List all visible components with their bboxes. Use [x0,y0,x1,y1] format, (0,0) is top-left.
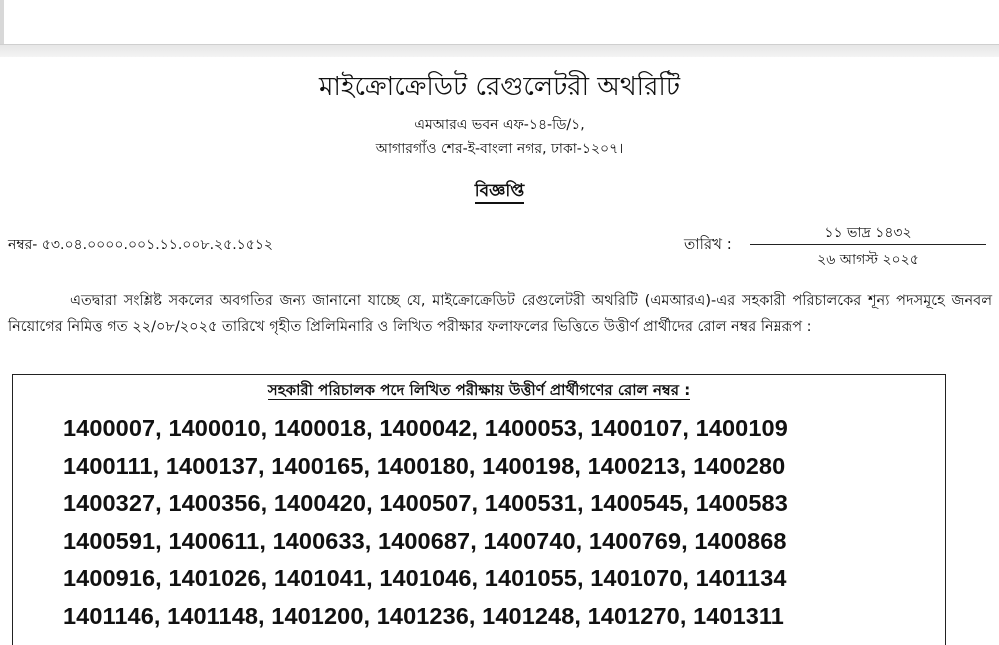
roll-number-list [63,410,788,635]
viewer-edge [0,0,4,44]
roll-number-row: 1400007, 1400010, 1400018, 1400042, 1400053, 1400107, 1400109 [63,415,788,441]
date-gregorian: ২৬ আগস্ট ২০২৫ [817,252,919,268]
roll-number-row: 1400111, 1400137, 1400165, 1400180, 1400198, 1400213, 1400280 [63,452,786,479]
notice-heading-text: বিজ্ঞপ্তি [475,181,524,204]
viewer-top-area [0,0,999,44]
notice-heading [0,178,999,206]
date-label: তারিখ : [684,235,732,253]
roll-number-row: 1400327, 1400356, 1400420, 1400507, 1400531, 1400545, 1400583 [63,490,788,516]
address-line-1: এমআরএ ভবন এফ-১৪-ডি/১, [414,117,585,133]
notice-body: এতদ্বারা সংশ্লিষ্ট সকলের অবগতির জন্য জানানো যাচ্ছে যে, মাইক্রোক্রেডিট রেগুলেটরী অথরিটি (এমআরএ)-এর সহকারী পরিচালকের শূন্য পদসমূহে জনবল নিয়োগের নিমিত্ত গত ২২/০৮/২০২৫ তারিখে গৃহীত প্রিলিমিনারি ও লিখিত পরীক্ষার ফলাফলের ভিত্তিতে উত্তীর্ণ প্রার্থীদের রোল নম্বর নিম্নরূপ : [8,293,992,335]
organization-title: মাইক্রোক্রেডিট রেগুলেটরী অথরিটি [318,72,681,102]
roll-number-row: 1401146, 1401148, 1401200, 1401236, 1401248, 1401270, 1401311 [63,602,784,629]
roll-number-row: 1400916, 1401026, 1401041, 1401046, 1401055, 1401070, 1401134 [63,565,787,591]
date-divider [750,244,986,245]
memo-reference-number: নম্বর- ৫৩.০৪.০০০০.০০১.১১.০০৮.২৫.১৫১২ [8,237,274,253]
date-bangla-calendar: ১১ ভাদ্র ১৪৩২ [824,225,912,241]
results-heading-text: সহকারী পরিচালক পদে লিখিত পরীক্ষায় উত্তীর্ণ প্রার্থীগণের রোল নম্বর : [267,381,691,399]
page-top-edge [0,44,999,57]
results-heading [13,379,945,404]
roll-number-row: 1400591, 1400611, 1400633, 1400687, 1400740, 1400769, 1400868 [63,527,787,554]
address-line-2: আগারগাঁও শের-ই-বাংলা নগর, ঢাকা-১২০৭। [375,141,624,157]
results-box [12,374,946,645]
